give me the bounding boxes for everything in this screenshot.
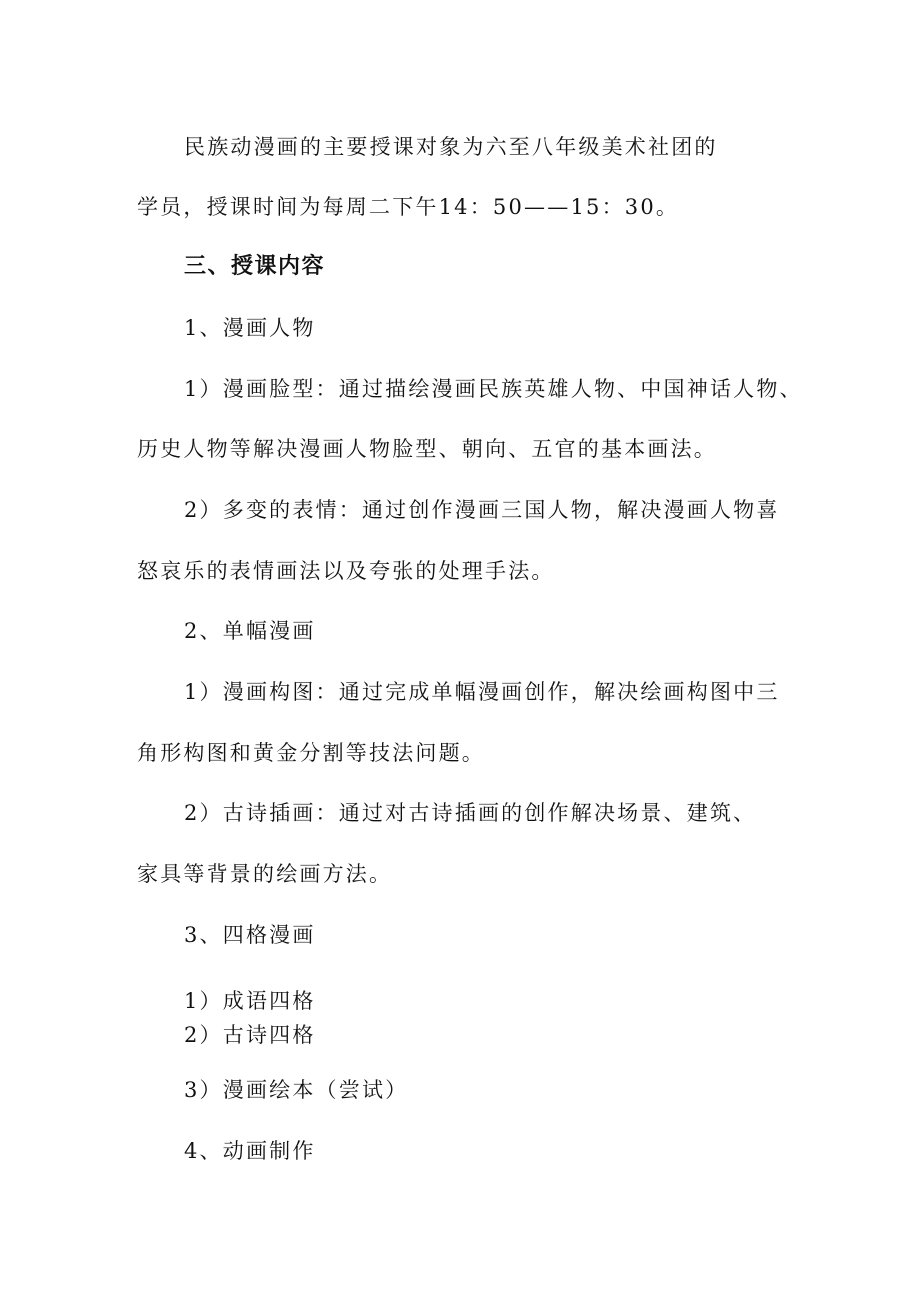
item-2-sub-1-line-1: 1）漫画构图：通过完成单幅漫画创作，解决绘画构图中三 [184,680,780,704]
item-3-sub-3: 3）漫画绘本（尝试） [184,1078,409,1102]
item-1-sub-1-line-2: 历史人物等解决漫画人物脸型、朝向、五官的基本画法。 [137,437,717,461]
intro-paragraph-line-1: 民族动漫画的主要授课对象为六至八年级美术社团的 [184,135,718,159]
item-2-title: 2、单幅漫画 [184,619,316,643]
item-4-title: 4、动画制作 [184,1139,316,1163]
item-3-sub-2: 2）古诗四格 [184,1023,316,1047]
item-3-title: 3、四格漫画 [184,923,316,947]
section-heading: 三、授课内容 [184,254,326,279]
item-2-sub-1-line-2: 角形构图和黄金分割等技法问题。 [137,741,485,765]
item-1-sub-2-line-2: 怒哀乐的表情画法以及夸张的处理手法。 [137,559,555,583]
item-2-sub-2-line-1: 2）古诗插画：通过对古诗插画的创作解决场景、建筑、 [184,801,757,825]
item-1-sub-2-line-1: 2）多变的表情：通过创作漫画三国人物，解决漫画人物喜 [184,498,780,522]
item-2-sub-2-line-2: 家具等背景的绘画方法。 [137,862,393,886]
item-1-title: 1、漫画人物 [184,316,316,340]
item-3-sub-1: 1）成语四格 [184,989,316,1013]
intro-paragraph-line-2: 学员，授课时间为每周二下午14：50——15：30。 [137,195,680,219]
item-1-sub-1-line-1: 1）漫画脸型：通过描绘漫画民族英雄人物、中国神话人物、 [184,377,803,401]
